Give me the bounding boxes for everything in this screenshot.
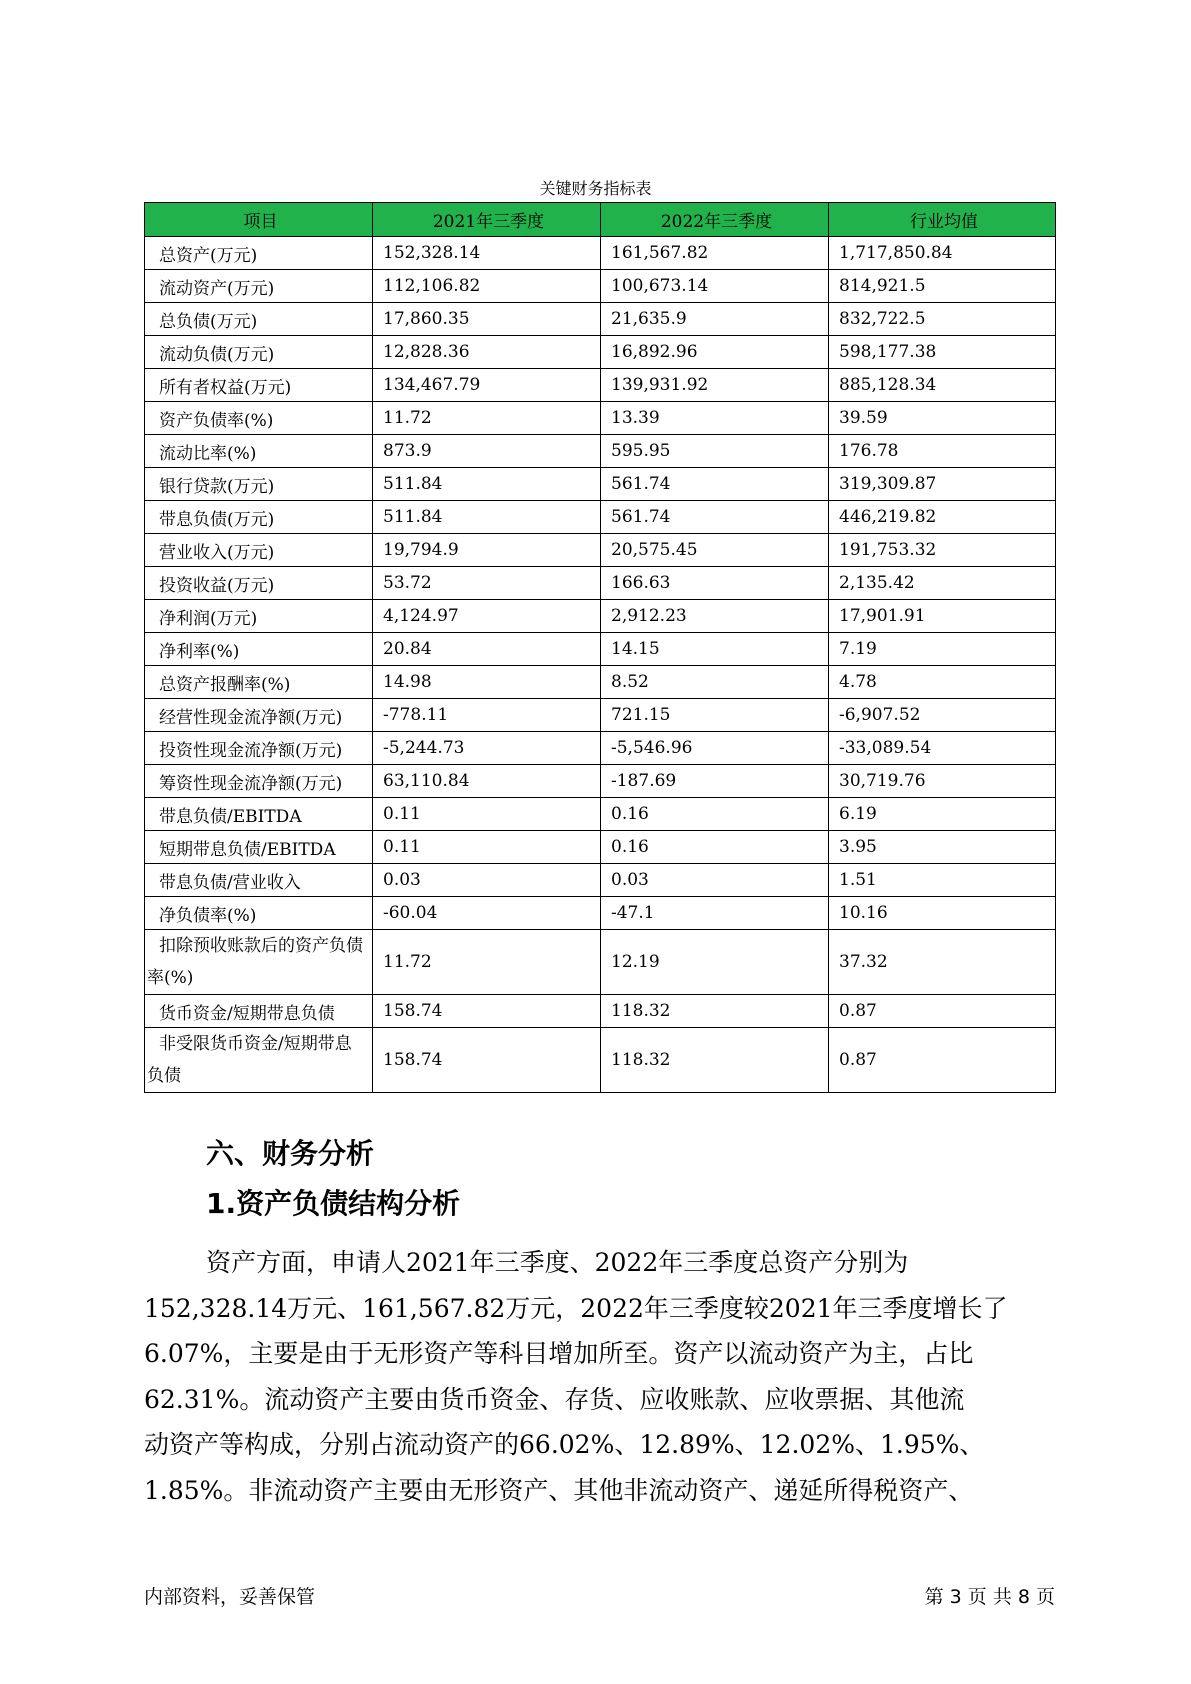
row-label-cell: 流动资产(万元): [145, 270, 373, 303]
table-row: [145, 600, 1056, 633]
value-cell: 19,794.9: [373, 534, 601, 567]
column-header: 行业均值: [829, 203, 1056, 237]
table-row: [145, 435, 1056, 468]
table-row: [145, 237, 1056, 270]
table-row: [145, 567, 1056, 600]
paragraph-line: 6.07%，主要是由于无形资产等科目增加所至。资产以流动资产为主，占比: [144, 1339, 974, 1368]
value-cell: 1,717,850.84: [829, 237, 1056, 270]
row-label-cell: 带息负债(万元): [145, 501, 373, 534]
row-label-cell: 货币资金/短期带息负债: [145, 995, 373, 1028]
value-cell: 561.74: [601, 501, 829, 534]
table-row: [145, 930, 1056, 995]
value-cell: 0.87: [829, 995, 1056, 1028]
table-body: [145, 237, 1056, 1093]
value-cell: 37.32: [829, 930, 1056, 995]
value-cell: 17,860.35: [373, 303, 601, 336]
value-cell: 11.72: [373, 402, 601, 435]
value-cell: 176.78: [829, 435, 1056, 468]
table-row: [145, 666, 1056, 699]
table-row: [145, 699, 1056, 732]
value-cell: -47.1: [601, 897, 829, 930]
table-row: [145, 534, 1056, 567]
value-cell: 30,719.76: [829, 765, 1056, 798]
value-cell: 721.15: [601, 699, 829, 732]
value-cell: -6,907.52: [829, 699, 1056, 732]
value-cell: 0.16: [601, 831, 829, 864]
table-header-row: [145, 203, 1056, 237]
row-label-cell: 扣除预收账款后的资产负债率(%): [145, 930, 373, 995]
table-row: [145, 798, 1056, 831]
section-subheading: 1.资产负债结构分析: [206, 1187, 461, 1220]
value-cell: 0.11: [373, 798, 601, 831]
footer-confidential-note: 内部资料，妥善保管: [144, 1586, 316, 1608]
value-cell: -778.11: [373, 699, 601, 732]
value-cell: 4,124.97: [373, 600, 601, 633]
value-cell: 20,575.45: [601, 534, 829, 567]
value-cell: 139,931.92: [601, 369, 829, 402]
table-row: [145, 336, 1056, 369]
table-row: [145, 468, 1056, 501]
table-row: [145, 369, 1056, 402]
value-cell: 595.95: [601, 435, 829, 468]
value-cell: 63,110.84: [373, 765, 601, 798]
value-cell: 161,567.82: [601, 237, 829, 270]
table-row: [145, 995, 1056, 1028]
row-label-cell: 带息负债/营业收入: [145, 864, 373, 897]
table-row: [145, 501, 1056, 534]
value-cell: 13.39: [601, 402, 829, 435]
column-header: 2021年三季度: [373, 203, 601, 237]
paragraph-line: 62.31%。流动资产主要由货币资金、存货、应收账款、应收票据、其他流: [144, 1384, 965, 1414]
row-label-cell: 带息负债/EBITDA: [145, 798, 373, 831]
paragraph-line: 152,328.14万元、161,567.82万元，2022年三季度较2021年三季度增长了: [144, 1293, 1008, 1323]
value-cell: 11.72: [373, 930, 601, 995]
column-header: 项目: [145, 203, 373, 237]
value-cell: 511.84: [373, 468, 601, 501]
value-cell: 0.16: [601, 798, 829, 831]
value-cell: 885,128.34: [829, 369, 1056, 402]
table-row: [145, 1028, 1056, 1093]
value-cell: 152,328.14: [373, 237, 601, 270]
value-cell: 319,309.87: [829, 468, 1056, 501]
value-cell: 14.98: [373, 666, 601, 699]
row-label-cell: 总资产报酬率(%): [145, 666, 373, 699]
value-cell: -60.04: [373, 897, 601, 930]
value-cell: -33,089.54: [829, 732, 1056, 765]
row-label-cell: 总负债(万元): [145, 303, 373, 336]
value-cell: 166.63: [601, 567, 829, 600]
row-label-cell: 总资产(万元): [145, 237, 373, 270]
row-label-cell: 所有者权益(万元): [145, 369, 373, 402]
financial-indicators-table: [144, 202, 1056, 1093]
row-label-cell: 净利润(万元): [145, 600, 373, 633]
value-cell: 191,753.32: [829, 534, 1056, 567]
value-cell: 8.52: [601, 666, 829, 699]
table-row: [145, 897, 1056, 930]
value-cell: 446,219.82: [829, 501, 1056, 534]
table-row: [145, 864, 1056, 897]
value-cell: 21,635.9: [601, 303, 829, 336]
value-cell: 0.87: [829, 1028, 1056, 1093]
column-header: 2022年三季度: [601, 203, 829, 237]
table-row: [145, 732, 1056, 765]
paragraph-line: 动资产等构成，分别占流动资产的66.02%、12.89%、12.02%、1.95%、: [144, 1430, 985, 1459]
row-label-cell: 投资性现金流净额(万元): [145, 732, 373, 765]
row-label-cell: 流动负债(万元): [145, 336, 373, 369]
value-cell: -5,546.96: [601, 732, 829, 765]
value-cell: 16,892.96: [601, 336, 829, 369]
table-row: [145, 765, 1056, 798]
table-row: [145, 303, 1056, 336]
value-cell: 12,828.36: [373, 336, 601, 369]
value-cell: 0.03: [373, 864, 601, 897]
value-cell: 118.32: [601, 1028, 829, 1093]
table-row: [145, 633, 1056, 666]
value-cell: 0.03: [601, 864, 829, 897]
value-cell: 158.74: [373, 1028, 601, 1093]
value-cell: 53.72: [373, 567, 601, 600]
value-cell: 14.15: [601, 633, 829, 666]
table-row: [145, 831, 1056, 864]
row-label-cell: 营业收入(万元): [145, 534, 373, 567]
value-cell: 10.16: [829, 897, 1056, 930]
table-row: [145, 402, 1056, 435]
value-cell: 134,467.79: [373, 369, 601, 402]
row-label-cell: 非受限货币资金/短期带息负债: [145, 1028, 373, 1093]
value-cell: -5,244.73: [373, 732, 601, 765]
body-paragraph: [144, 1240, 1056, 1513]
value-cell: 7.19: [829, 633, 1056, 666]
value-cell: 1.51: [829, 864, 1056, 897]
value-cell: 832,722.5: [829, 303, 1056, 336]
table-row: [145, 270, 1056, 303]
row-label-cell: 银行贷款(万元): [145, 468, 373, 501]
value-cell: 100,673.14: [601, 270, 829, 303]
value-cell: 12.19: [601, 930, 829, 995]
section-heading: 六、财务分析: [206, 1137, 375, 1170]
value-cell: 17,901.91: [829, 600, 1056, 633]
table-caption: 关键财务指标表: [539, 179, 652, 198]
row-label-cell: 短期带息负债/EBITDA: [145, 831, 373, 864]
value-cell: 3.95: [829, 831, 1056, 864]
value-cell: 112,106.82: [373, 270, 601, 303]
row-label-cell: 资产负债率(%): [145, 402, 373, 435]
value-cell: 511.84: [373, 501, 601, 534]
value-cell: 4.78: [829, 666, 1056, 699]
row-label-cell: 净负债率(%): [145, 897, 373, 930]
value-cell: 873.9: [373, 435, 601, 468]
value-cell: 158.74: [373, 995, 601, 1028]
row-label-cell: 经营性现金流净额(万元): [145, 699, 373, 732]
value-cell: 2,135.42: [829, 567, 1056, 600]
value-cell: 598,177.38: [829, 336, 1056, 369]
paragraph-line: 资产方面，申请人2021年三季度、2022年三季度总资产分别为: [206, 1248, 909, 1277]
footer-page-number: 第 3 页 共 8 页: [924, 1586, 1055, 1608]
value-cell: 561.74: [601, 468, 829, 501]
value-cell: 0.11: [373, 831, 601, 864]
value-cell: -187.69: [601, 765, 829, 798]
row-label-cell: 流动比率(%): [145, 435, 373, 468]
row-label-cell: 净利率(%): [145, 633, 373, 666]
value-cell: 2,912.23: [601, 600, 829, 633]
row-label-cell: 投资收益(万元): [145, 567, 373, 600]
value-cell: 6.19: [829, 798, 1056, 831]
value-cell: 814,921.5: [829, 270, 1056, 303]
value-cell: 20.84: [373, 633, 601, 666]
value-cell: 118.32: [601, 995, 829, 1028]
paragraph-line: 1.85%。非流动资产主要由无形资产、其他非流动资产、递延所得税资产、: [144, 1475, 974, 1505]
row-label-cell: 筹资性现金流净额(万元): [145, 765, 373, 798]
value-cell: 39.59: [829, 402, 1056, 435]
